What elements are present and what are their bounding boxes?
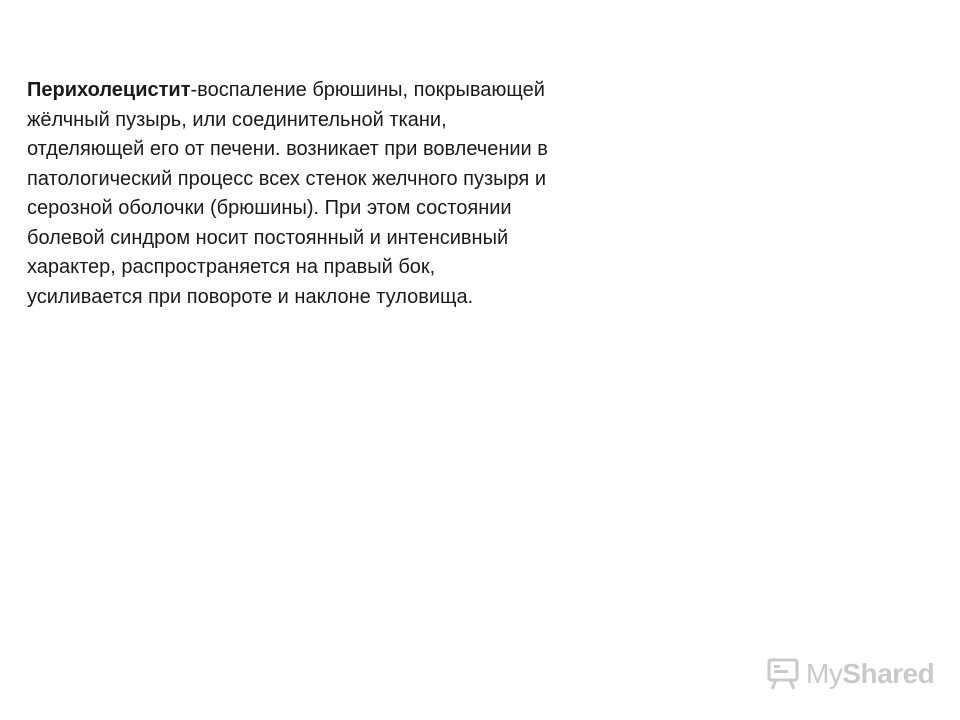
text-line-4: патологический процесс всех стенок желчного пузыря и [27,167,546,190]
term-definition-start: -воспаление брюшины, покрывающей [190,79,545,101]
presentation-board-icon [766,657,800,691]
definition-text [27,76,667,312]
myshared-watermark [766,656,934,692]
text-line-6: болевой синдром носит постоянный и интенсивный [27,226,509,249]
text-line-1 [27,76,667,106]
text-line-5: серозной оболочки (брюшины). При этом состоянии [27,197,512,219]
text-line-2: жёлчный пузырь, или соединительной ткани, [27,108,447,131]
text-line-3: отделяющей его от печени. возникает при вовлечении в [27,138,548,160]
term-bold: Перихолецистит [27,79,191,101]
text-line-8: усиливается при повороте и наклоне туловища. [27,285,474,308]
brand-shared: Shared [842,658,935,689]
brand-my: My [806,658,843,689]
text-line-7: характер, распространяется на правый бок, [27,256,436,278]
watermark-brand [806,658,934,690]
